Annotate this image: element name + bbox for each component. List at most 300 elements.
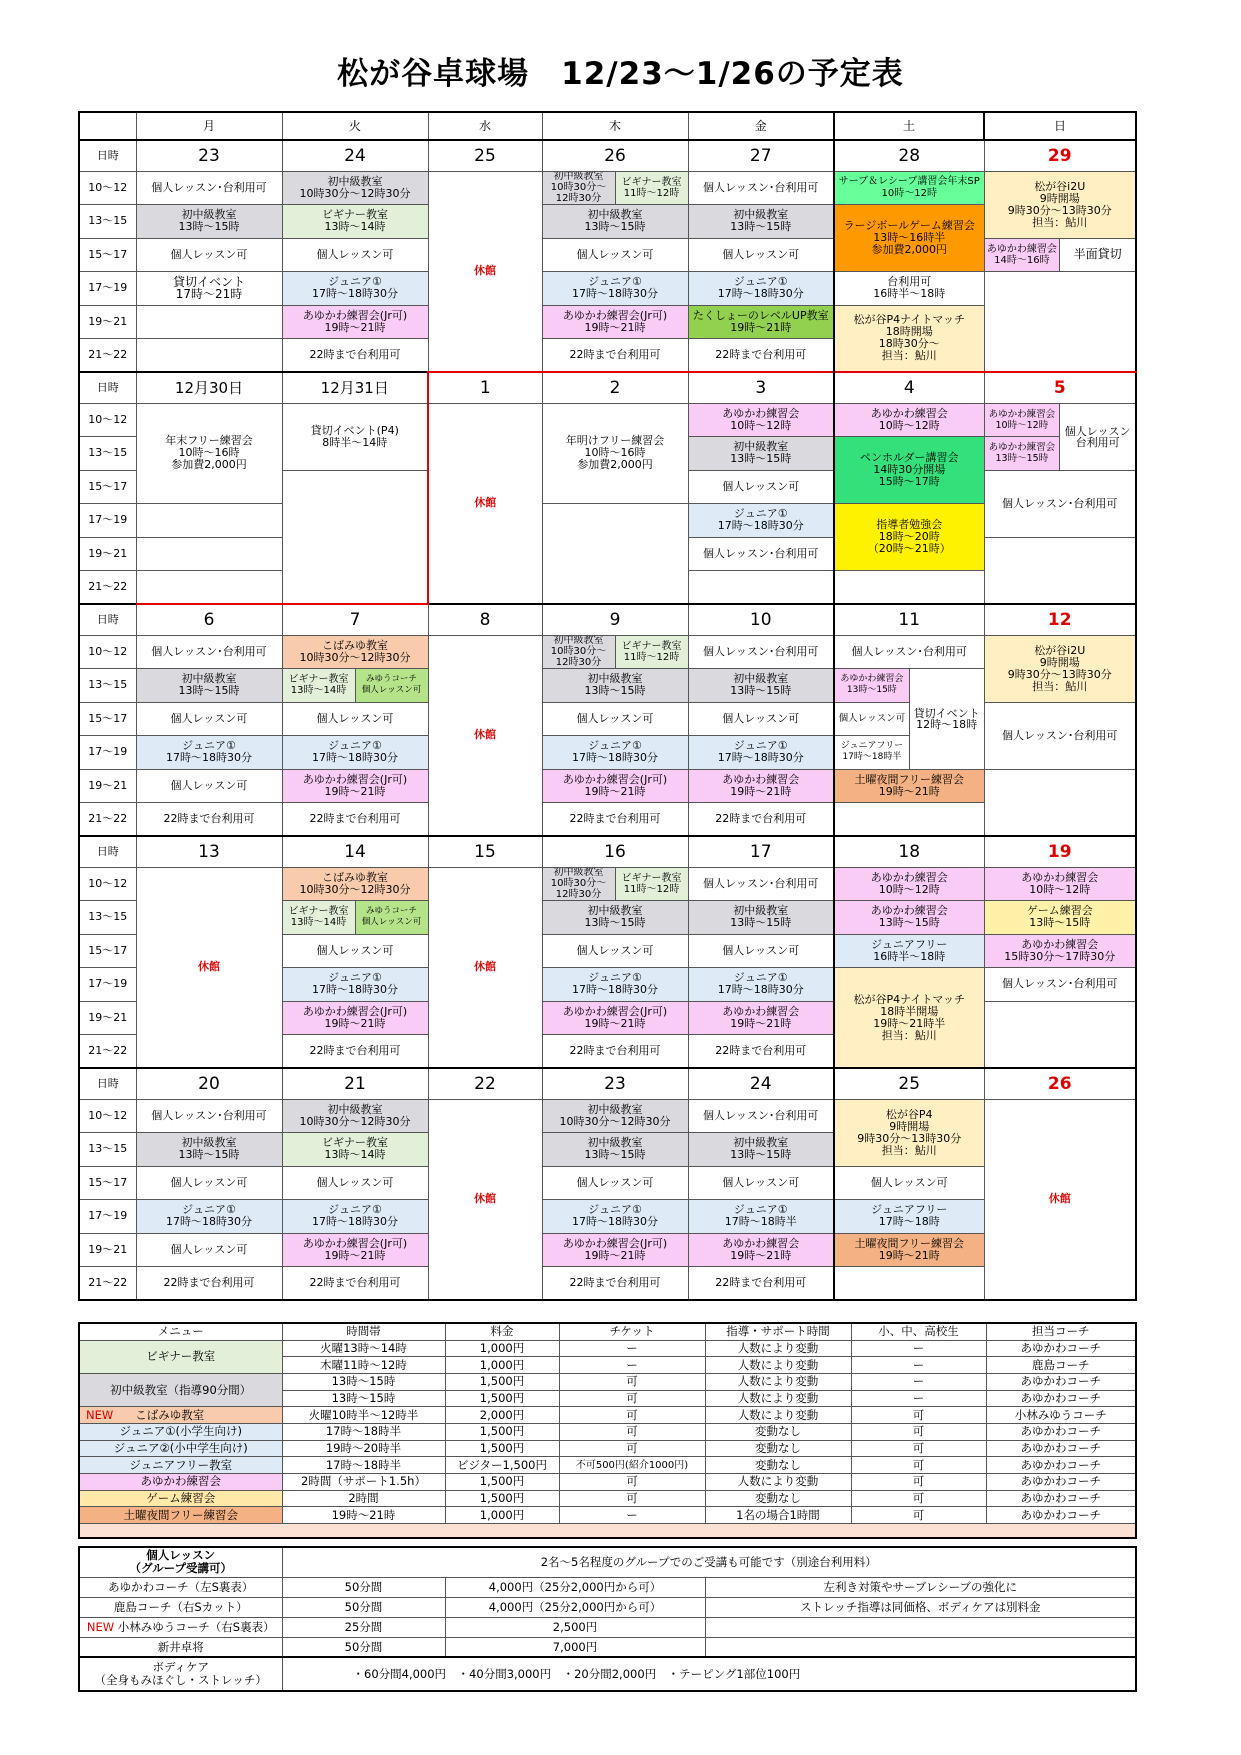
menu-fee: 1,500円 bbox=[445, 1490, 559, 1507]
menu-fee: 1,500円 bbox=[445, 1390, 559, 1407]
event: 初中級教室 13時～15時 bbox=[688, 1133, 834, 1167]
event: ジュニア① 17時～18時30分 bbox=[282, 968, 428, 1002]
menu-ticket: 可 bbox=[559, 1373, 705, 1390]
event: 年末フリー練習会 10時～16時 参加費2,000円 bbox=[136, 403, 282, 504]
menu-fee: 1,500円 bbox=[445, 1373, 559, 1390]
event: 松が谷P4ナイトマッチ 18時開場 18時30分～ 担当：鮎川 bbox=[834, 305, 984, 372]
time-slot: 15～17 bbox=[79, 238, 136, 272]
empty-cell bbox=[834, 1267, 984, 1301]
event: ビギナー教室 13時～14時 bbox=[283, 669, 355, 702]
event: みゆうコーチ 個人レッスン可 bbox=[355, 901, 428, 934]
menu-student: 可 bbox=[851, 1457, 986, 1474]
event: 個人レッスン可 bbox=[835, 703, 909, 737]
date-cell: 26 bbox=[542, 140, 688, 171]
date-cell: 27 bbox=[688, 140, 834, 171]
menu-time: 2時間 bbox=[282, 1490, 445, 1507]
menu-row bbox=[79, 1407, 1136, 1424]
event: ジュニア① 17時～18時30分 bbox=[688, 504, 834, 538]
event-split bbox=[984, 403, 1136, 470]
date-cell: 8 bbox=[428, 604, 542, 635]
empty-cell bbox=[688, 571, 834, 605]
date-cell: 12月30日 bbox=[136, 372, 282, 403]
event: あゆかわ練習会(Jr可) 19時～21時 bbox=[542, 769, 688, 803]
menu-ticket: ー bbox=[559, 1340, 705, 1357]
date-cell: 24 bbox=[688, 1068, 834, 1099]
time-slot: 15～17 bbox=[79, 934, 136, 968]
time-slot: 13～15 bbox=[79, 901, 136, 935]
time-slot: 10～12 bbox=[79, 867, 136, 901]
event: ジュニア① 17時～18時30分 bbox=[542, 736, 688, 770]
menu-header: 担当コーチ bbox=[986, 1323, 1136, 1340]
menu-row-blank bbox=[79, 1524, 1136, 1538]
menu-fee: 1,500円 bbox=[445, 1423, 559, 1440]
weekday-fri: 金 bbox=[688, 112, 834, 140]
lesson-header-row bbox=[79, 1547, 1136, 1577]
menu-support: 人数により変動 bbox=[705, 1340, 851, 1357]
menu-time: 木曜11時～12時 bbox=[282, 1357, 445, 1374]
lesson-note: ストレッチ指導は同価格、ボディケアは別料金 bbox=[705, 1597, 1136, 1617]
empty-cell bbox=[136, 305, 282, 339]
event: 個人レッスン･台利用可 bbox=[136, 171, 282, 205]
lesson-note: 左利き対策やサーブレシーブの強化に bbox=[705, 1577, 1136, 1597]
event: 22時まで台利用可 bbox=[282, 803, 428, 837]
event: ジュニア① 17時～18時半 bbox=[688, 1200, 834, 1234]
event: 初中級教室 10時30分～12時30分 bbox=[542, 1099, 688, 1133]
event: ジュニア① 17時～18時30分 bbox=[282, 1200, 428, 1234]
event: 個人レッスン可 bbox=[688, 702, 834, 736]
date-cell: 25 bbox=[834, 1068, 984, 1099]
empty-cell bbox=[984, 537, 1136, 604]
event: 初中級教室 13時～15時 bbox=[688, 437, 834, 471]
event: 個人レッスン可 bbox=[688, 470, 834, 504]
event: 初中級教室 10時30分～ 12時30分 bbox=[543, 636, 615, 669]
new-badge: NEW bbox=[86, 1620, 115, 1634]
time-slot: 21～22 bbox=[79, 571, 136, 605]
event: ジュニア① 17時～18時30分 bbox=[688, 272, 834, 306]
event: 初中級教室 13時～15時 bbox=[136, 205, 282, 239]
event: ジュニアフリー 17時～18時 bbox=[834, 1200, 984, 1234]
event: 初中級教室 13時～15時 bbox=[542, 669, 688, 703]
date-cell: 18 bbox=[834, 836, 984, 867]
menu-time: 17時～18時半 bbox=[282, 1457, 445, 1474]
event: 半面貸切 bbox=[1059, 239, 1135, 272]
menu-header: 時間帯 bbox=[282, 1323, 445, 1340]
menu-support: 変動なし bbox=[705, 1423, 851, 1440]
event: ビギナー教室 13時～14時 bbox=[282, 1133, 428, 1167]
closed-cell: 休館 bbox=[428, 1099, 542, 1300]
date-cell: 7 bbox=[282, 604, 428, 635]
event: 初中級教室 13時～15時 bbox=[688, 901, 834, 935]
event: 個人レッスン可 bbox=[136, 769, 282, 803]
lesson-time: 50分間 bbox=[282, 1577, 445, 1597]
menu-row bbox=[79, 1440, 1136, 1457]
group-note: 2名～5名程度のグループでのご受講も可能です（別途台利用料） bbox=[282, 1547, 1136, 1577]
date-cell: 16 bbox=[542, 836, 688, 867]
lesson-fee: 7,000円 bbox=[445, 1637, 705, 1657]
date-cell-sunday: 19 bbox=[984, 836, 1136, 867]
page-title: 松が谷卓球場 12/23～1/26の予定表 bbox=[337, 56, 904, 92]
time-slot: 17～19 bbox=[79, 736, 136, 770]
event: ジュニア① 17時～18時30分 bbox=[542, 272, 688, 306]
date-label: 日時 bbox=[79, 604, 136, 635]
date-cell-sunday: 29 bbox=[984, 140, 1136, 171]
empty-cell bbox=[542, 504, 688, 605]
time-slot: 21～22 bbox=[79, 803, 136, 837]
event: あゆかわ練習会 15時30分～17時30分 bbox=[984, 934, 1136, 968]
event: 初中級教室 10時30分～12時30分 bbox=[282, 1099, 428, 1133]
event: あゆかわ練習会 10時～12時 bbox=[984, 867, 1136, 901]
menu-student: 可 bbox=[851, 1507, 986, 1524]
menu-student: ー bbox=[851, 1340, 986, 1357]
menu-student: 可 bbox=[851, 1407, 986, 1424]
date-cell: 23 bbox=[136, 140, 282, 171]
event: 個人レッスン･台利用可 bbox=[136, 1099, 282, 1133]
menu-header: メニュー bbox=[79, 1323, 282, 1340]
event: 初中級教室 13時～15時 bbox=[542, 901, 688, 935]
event: ペンホルダー講習会 14時30分開場 15時～17時 bbox=[834, 437, 984, 504]
menu-ticket: 可 bbox=[559, 1423, 705, 1440]
event-split bbox=[282, 669, 428, 703]
menu-fee: ビジター1,500円 bbox=[445, 1457, 559, 1474]
date-label: 日時 bbox=[79, 836, 136, 867]
time-slot: 17～19 bbox=[79, 504, 136, 538]
lesson-row bbox=[79, 1597, 1136, 1617]
new-badge: NEW bbox=[86, 1407, 114, 1422]
lesson-row bbox=[79, 1637, 1136, 1657]
menu-coach: あゆかわコーチ bbox=[986, 1474, 1136, 1491]
event: 個人レッスン可 bbox=[688, 238, 834, 272]
menu-table bbox=[78, 1322, 1137, 1539]
event: みゆうコーチ 個人レッスン可 bbox=[355, 669, 428, 702]
lesson-coach: 鹿島コーチ（右Sカット） bbox=[79, 1597, 282, 1617]
menu-name-new bbox=[79, 1407, 282, 1424]
event: 22時まで台利用可 bbox=[542, 339, 688, 373]
menu-coach: あゆかわコーチ bbox=[986, 1340, 1136, 1357]
weekday-mon: 月 bbox=[136, 112, 282, 140]
empty-cell bbox=[136, 339, 282, 373]
date-label: 日時 bbox=[79, 372, 136, 403]
event-split bbox=[834, 669, 984, 770]
lesson-note bbox=[705, 1617, 1136, 1637]
event: ジュニア① 17時～18時30分 bbox=[282, 272, 428, 306]
event-split bbox=[282, 901, 428, 935]
date-cell: 1 bbox=[428, 372, 542, 403]
lesson-table bbox=[78, 1546, 1137, 1692]
time-slot: 19～21 bbox=[79, 1001, 136, 1035]
event: あゆかわ練習会(Jr可) 19時～21時 bbox=[542, 305, 688, 339]
time-slot: 15～17 bbox=[79, 702, 136, 736]
menu-ticket: 可 bbox=[559, 1474, 705, 1491]
menu-header: 料金 bbox=[445, 1323, 559, 1340]
menu-student: 可 bbox=[851, 1474, 986, 1491]
date-cell: 2 bbox=[542, 372, 688, 403]
menu-coach: 小林みゆうコーチ bbox=[986, 1407, 1136, 1424]
bodycare-prices: ・60分間4,000円 ・40分間3,000円 ・20分間2,000円 ・テーピング1部位100円 bbox=[282, 1657, 1136, 1691]
menu-time: 13時～15時 bbox=[282, 1373, 445, 1390]
event: 松が谷i2U 9時開場 9時30分～13時30分 担当：鮎川 bbox=[984, 635, 1136, 702]
time-slot: 19～21 bbox=[79, 305, 136, 339]
event: 個人レッスン可 bbox=[542, 934, 688, 968]
menu-header: チケット bbox=[559, 1323, 705, 1340]
lesson-fee: 4,000円（25分2,000円から可） bbox=[445, 1597, 705, 1617]
time-slot: 13～15 bbox=[79, 205, 136, 239]
event: 指導者勉強会 18時～20時 （20時～21時） bbox=[834, 504, 984, 571]
lesson-row bbox=[79, 1577, 1136, 1597]
empty-cell bbox=[136, 571, 282, 605]
weekday-tue: 火 bbox=[282, 112, 428, 140]
event: 貸切イベント 12時～18時 bbox=[909, 669, 984, 769]
event: 個人レッスン可 bbox=[542, 238, 688, 272]
menu-support: 人数により変動 bbox=[705, 1373, 851, 1390]
event-split bbox=[542, 635, 688, 669]
menu-time: 13時～15時 bbox=[282, 1390, 445, 1407]
empty-cell bbox=[282, 470, 428, 604]
menu-ticket: 可 bbox=[559, 1490, 705, 1507]
event: あゆかわ練習会(Jr可) 19時～21時 bbox=[282, 1233, 428, 1267]
menu-support: 変動なし bbox=[705, 1457, 851, 1474]
event: こばみゆ教室 10時30分～12時30分 bbox=[282, 867, 428, 901]
menu-name: こばみゆ教室 bbox=[135, 1407, 205, 1422]
time-slot: 13～15 bbox=[79, 1133, 136, 1167]
weekday-header-row bbox=[79, 112, 1136, 140]
event: ジュニアフリー 17時～18時半 bbox=[840, 741, 904, 763]
date-cell: 3 bbox=[688, 372, 834, 403]
date-cell-sunday: 12 bbox=[984, 604, 1136, 635]
time-slot: 10～12 bbox=[79, 635, 136, 669]
event: 個人レッスン可 bbox=[282, 1166, 428, 1200]
menu-support: 人数により変動 bbox=[705, 1474, 851, 1491]
date-cell: 23 bbox=[542, 1068, 688, 1099]
menu-name: 土曜夜間フリー練習会 bbox=[79, 1507, 282, 1524]
date-cell: 24 bbox=[282, 140, 428, 171]
menu-name: ジュニア②(小中学生向け) bbox=[79, 1440, 282, 1457]
event: 22時まで台利用可 bbox=[282, 339, 428, 373]
event: あゆかわ練習会 10時～12時 bbox=[834, 867, 984, 901]
menu-row bbox=[79, 1490, 1136, 1507]
event: ビギナー教室 13時～14時 bbox=[283, 901, 355, 934]
weekday-sun: 日 bbox=[984, 112, 1136, 140]
event: あゆかわ練習会 13時～15時 bbox=[835, 669, 909, 703]
event: ジュニアフリー 16時半～18時 bbox=[834, 934, 984, 968]
event: 初中級教室 13時～15時 bbox=[542, 205, 688, 239]
empty-cell bbox=[984, 272, 1136, 373]
event: 初中級教室 13時～15時 bbox=[136, 669, 282, 703]
menu-name: ゲーム練習会 bbox=[79, 1490, 282, 1507]
date-cell: 12月31日 bbox=[282, 372, 428, 403]
time-slot: 17～19 bbox=[79, 272, 136, 306]
menu-name: 初中級教室（指導90分間） bbox=[79, 1373, 282, 1406]
time-slot: 15～17 bbox=[79, 470, 136, 504]
lesson-coach: あゆかわコーチ（左S裏表） bbox=[79, 1577, 282, 1597]
event: 22時まで台利用可 bbox=[542, 803, 688, 837]
menu-row bbox=[79, 1423, 1136, 1440]
event: 個人レッスン可 bbox=[282, 934, 428, 968]
date-cell: 17 bbox=[688, 836, 834, 867]
event: 松が谷P4ナイトマッチ 18時半開場 19時～21時半 担当：鮎川 bbox=[834, 968, 984, 1069]
date-label: 日時 bbox=[79, 1068, 136, 1099]
event: 初中級教室 13時～15時 bbox=[136, 1133, 282, 1167]
menu-student: 可 bbox=[851, 1490, 986, 1507]
date-cell: 22 bbox=[428, 1068, 542, 1099]
event: あゆかわ練習会 14時～16時 bbox=[985, 239, 1060, 272]
event: 22時まで台利用可 bbox=[688, 803, 834, 837]
empty-cell bbox=[984, 769, 1136, 836]
event: あゆかわ練習会 13時～15時 bbox=[985, 437, 1060, 470]
event: 初中級教室 13時～15時 bbox=[542, 1133, 688, 1167]
closed-cell: 休館 bbox=[984, 1099, 1136, 1300]
date-cell: 11 bbox=[834, 604, 984, 635]
weekday-thu: 木 bbox=[542, 112, 688, 140]
event: あゆかわ練習会(Jr可) 19時～21時 bbox=[542, 1233, 688, 1267]
date-cell: 4 bbox=[834, 372, 984, 403]
event-split bbox=[542, 171, 688, 205]
menu-header-row bbox=[79, 1323, 1136, 1340]
event: あゆかわ練習会 10時～12時 bbox=[834, 403, 984, 437]
blank-row bbox=[79, 1524, 1136, 1538]
menu-student: ー bbox=[851, 1390, 986, 1407]
lesson-fee: 2,500円 bbox=[445, 1617, 705, 1637]
event: あゆかわ練習会(Jr可) 19時～21時 bbox=[542, 1001, 688, 1035]
event: あゆかわ練習会 13時～15時 bbox=[834, 901, 984, 935]
lesson-time: 25分間 bbox=[282, 1617, 445, 1637]
corner-cell bbox=[79, 112, 136, 140]
menu-ticket: 可 bbox=[559, 1407, 705, 1424]
date-cell: 6 bbox=[136, 604, 282, 635]
lesson-coach-new bbox=[79, 1617, 282, 1637]
menu-time: 17時～18時半 bbox=[282, 1423, 445, 1440]
menu-support: 人数により変動 bbox=[705, 1357, 851, 1374]
empty-cell bbox=[984, 1001, 1136, 1068]
time-slot: 13～15 bbox=[79, 437, 136, 471]
date-cell: 20 bbox=[136, 1068, 282, 1099]
lesson-time: 50分間 bbox=[282, 1637, 445, 1657]
event: 個人レッスン可 bbox=[542, 702, 688, 736]
time-slot: 21～22 bbox=[79, 1035, 136, 1069]
empty-cell bbox=[834, 571, 984, 605]
closed-cell: 休館 bbox=[428, 635, 542, 836]
event: 22時まで台利用可 bbox=[136, 1267, 282, 1301]
menu-coach: あゆかわコーチ bbox=[986, 1423, 1136, 1440]
bodycare-title: ボディケア （全身もみほぐし・ストレッチ） bbox=[79, 1657, 282, 1691]
event: 個人レッスン可 bbox=[688, 1166, 834, 1200]
menu-row bbox=[79, 1457, 1136, 1474]
event: ジュニア① 17時～18時30分 bbox=[136, 736, 282, 770]
menu-coach: 鹿島コーチ bbox=[986, 1357, 1136, 1374]
event-split bbox=[984, 238, 1136, 272]
event: 個人レッスン可 bbox=[834, 1166, 984, 1200]
time-slot: 21～22 bbox=[79, 1267, 136, 1301]
menu-fee: 1,000円 bbox=[445, 1357, 559, 1374]
closed-cell: 休館 bbox=[428, 171, 542, 372]
menu-coach: あゆかわコーチ bbox=[986, 1373, 1136, 1390]
event: 個人レッスン可 bbox=[688, 934, 834, 968]
menu-support: 変動なし bbox=[705, 1490, 851, 1507]
menu-fee: 1,000円 bbox=[445, 1340, 559, 1357]
event: 個人レッスン･台利用可 bbox=[688, 1099, 834, 1133]
menu-coach: あゆかわコーチ bbox=[986, 1507, 1136, 1524]
menu-header: 小、中、高校生 bbox=[851, 1323, 986, 1340]
lesson-fee: 4,000円（25分2,000円から可） bbox=[445, 1577, 705, 1597]
event: ジュニア① 17時～18時30分 bbox=[542, 1200, 688, 1234]
event: ラージボールゲーム練習会 13時～16時半 参加費2,000円 bbox=[834, 205, 984, 272]
event: 台利用可 16時半～18時 bbox=[834, 272, 984, 306]
event: あゆかわ練習会(Jr可) 19時～21時 bbox=[282, 769, 428, 803]
date-cell: 21 bbox=[282, 1068, 428, 1099]
event: ビギナー教室 11時～12時 bbox=[615, 172, 688, 205]
menu-time: 2時間（サポート1.5h） bbox=[282, 1474, 445, 1491]
menu-ticket: ー bbox=[559, 1507, 705, 1524]
event: ジュニア① 17時～18時30分 bbox=[136, 1200, 282, 1234]
event-split bbox=[542, 867, 688, 901]
menu-student: ー bbox=[851, 1373, 986, 1390]
date-cell: 28 bbox=[834, 140, 984, 171]
event: あゆかわ練習会(Jr可) 19時～21時 bbox=[282, 305, 428, 339]
event: 個人レッスン可 bbox=[282, 702, 428, 736]
menu-time: 19時～20時半 bbox=[282, 1440, 445, 1457]
menu-student: ー bbox=[851, 1357, 986, 1374]
event: 個人レッスン可 bbox=[282, 238, 428, 272]
menu-header: 指導・サポート時間 bbox=[705, 1323, 851, 1340]
menu-time: 火曜13時～14時 bbox=[282, 1340, 445, 1357]
menu-student: 可 bbox=[851, 1440, 986, 1457]
date-label: 日時 bbox=[79, 140, 136, 171]
event: たくしょーのレベルUP教室 19時～21時 bbox=[688, 305, 834, 339]
event: サーブ＆レシーブ講習会年末SP 10時～12時 bbox=[834, 171, 984, 205]
event: 貸切イベント 17時～21時 bbox=[136, 272, 282, 306]
weekday-wed: 水 bbox=[428, 112, 542, 140]
lesson-note bbox=[705, 1637, 1136, 1657]
event: 22時まで台利用可 bbox=[282, 1035, 428, 1069]
event: 22時まで台利用可 bbox=[136, 803, 282, 837]
event: 個人レッスン可 bbox=[136, 238, 282, 272]
event: 22時まで台利用可 bbox=[688, 339, 834, 373]
event: 個人レッスン可 bbox=[136, 1166, 282, 1200]
lesson-coach: 新井卓将 bbox=[79, 1637, 282, 1657]
time-slot: 15～17 bbox=[79, 1166, 136, 1200]
empty-cell bbox=[136, 537, 282, 571]
menu-ticket: 可 bbox=[559, 1390, 705, 1407]
event: ゲーム練習会 13時～15時 bbox=[984, 901, 1136, 935]
event: 松が谷P4 9時開場 9時30分～13時30分 担当：鮎川 bbox=[834, 1099, 984, 1166]
event: ビギナー教室 11時～12時 bbox=[615, 868, 688, 901]
event: 個人レッスン･台利用可 bbox=[136, 635, 282, 669]
menu-support: 人数により変動 bbox=[705, 1407, 851, 1424]
menu-fee: 1,500円 bbox=[445, 1474, 559, 1491]
date-cell: 10 bbox=[688, 604, 834, 635]
event: 初中級教室 13時～15時 bbox=[688, 205, 834, 239]
event: 個人レッスン･台利用可 bbox=[688, 867, 834, 901]
closed-cell: 休館 bbox=[428, 867, 542, 1068]
event: ジュニア① 17時～18時30分 bbox=[542, 968, 688, 1002]
event: あゆかわ練習会 19時～21時 bbox=[688, 1233, 834, 1267]
event: 松が谷i2U 9時開場 9時30分～13時30分 担当：鮎川 bbox=[984, 171, 1136, 238]
event: あゆかわ練習会 19時～21時 bbox=[688, 1001, 834, 1035]
menu-ticket: 不可500円(紹介1000円) bbox=[559, 1457, 705, 1474]
menu-coach: あゆかわコーチ bbox=[986, 1390, 1136, 1407]
event: ジュニア① 17時～18時30分 bbox=[688, 968, 834, 1002]
menu-row bbox=[79, 1507, 1136, 1524]
date-cell: 14 bbox=[282, 836, 428, 867]
date-cell: 25 bbox=[428, 140, 542, 171]
event: 初中級教室 10時30分～ 12時30分 bbox=[543, 868, 615, 901]
bodycare-row bbox=[79, 1657, 1136, 1691]
event: 22時まで台利用可 bbox=[688, 1035, 834, 1069]
event: 個人レッスン･台利用可 bbox=[984, 968, 1136, 1002]
event: あゆかわ練習会 19時～21時 bbox=[688, 769, 834, 803]
date-cell-sunday: 26 bbox=[984, 1068, 1136, 1099]
event: 貸切イベント(P4) 8時半～14時 bbox=[282, 403, 428, 470]
menu-fee: 1,500円 bbox=[445, 1440, 559, 1457]
